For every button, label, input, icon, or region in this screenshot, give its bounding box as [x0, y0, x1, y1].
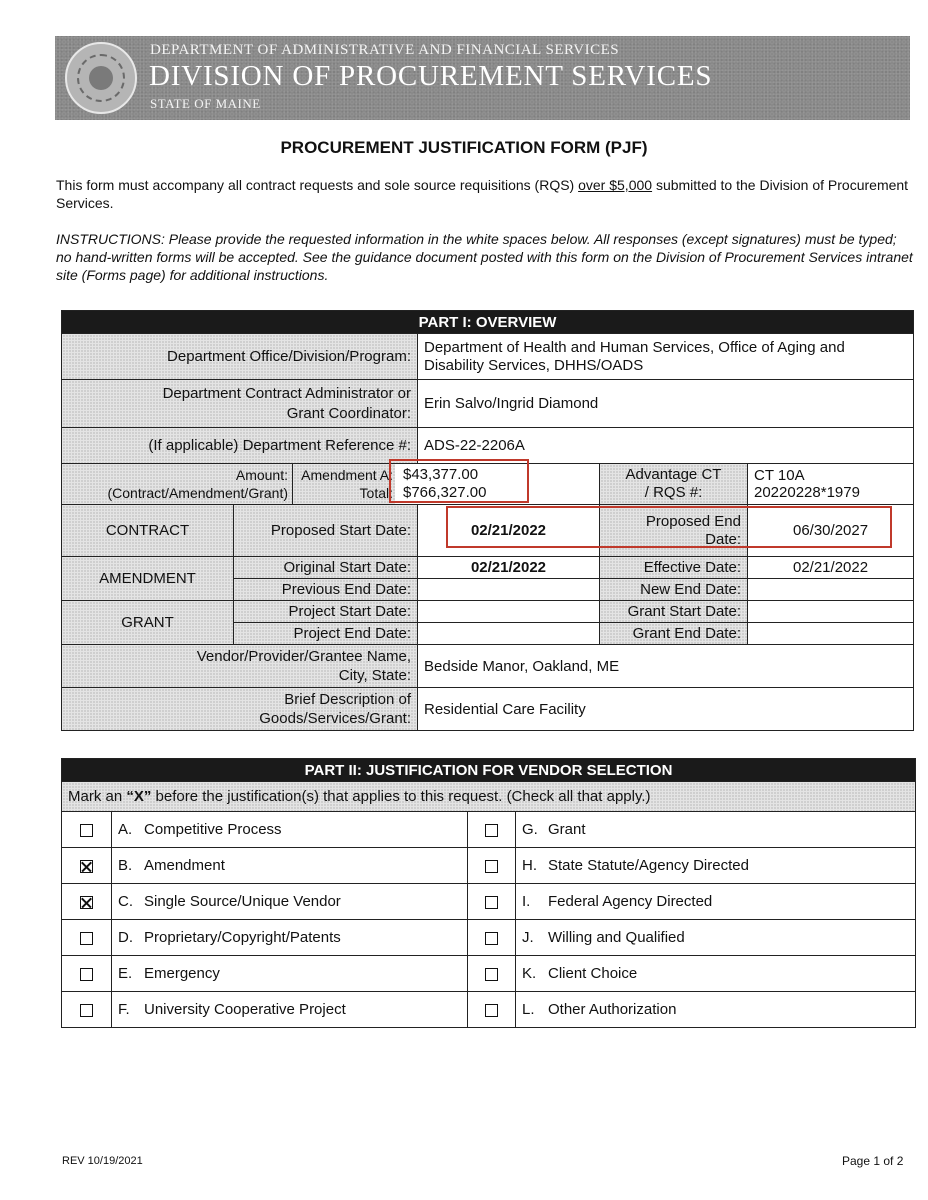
justification-row	[62, 812, 916, 848]
option-label: Amendment	[144, 857, 225, 874]
justification-checkbox-h[interactable]	[485, 860, 498, 873]
option-letter: L.	[522, 1001, 535, 1018]
page-number: Page 1 of 2	[842, 1154, 904, 1168]
threshold-amount: over $5,000	[578, 177, 653, 193]
amount-values	[395, 464, 599, 504]
vendor-label: Vendor/Provider/Grantee Name, City, State:	[62, 645, 418, 688]
option-letter: K.	[522, 965, 537, 982]
option-label: Federal Agency Directed	[548, 893, 713, 910]
justification-checkbox-l[interactable]	[485, 1004, 498, 1017]
advantage-value: CT 10A 20220228*1979	[748, 464, 914, 505]
option-label: Other Authorization	[548, 1001, 677, 1018]
justification-option	[112, 812, 468, 848]
checkbox-cell	[468, 920, 516, 956]
justification-option	[516, 956, 916, 992]
option-letter: D.	[118, 929, 133, 946]
new-end-label: New End Date:	[600, 579, 748, 601]
header-banner	[55, 36, 910, 120]
state-name: STATE OF MAINE	[150, 96, 261, 111]
justification-checkbox-f[interactable]	[80, 1004, 93, 1017]
state-seal-icon	[65, 42, 137, 114]
revision-date: REV 10/19/2021	[62, 1155, 143, 1167]
justification-checkbox-b[interactable]	[80, 860, 93, 873]
grant-section-label: GRANT	[62, 601, 234, 645]
option-label: State Statute/Agency Directed	[548, 857, 749, 874]
justification-row	[62, 956, 916, 992]
option-letter: I.	[522, 893, 531, 910]
previous-end-label: Previous End Date:	[234, 579, 418, 601]
new-end-value	[748, 579, 914, 601]
part2-header: PART II: JUSTIFICATION FOR VENDOR SELECTION	[62, 759, 916, 782]
checkbox-cell	[468, 992, 516, 1028]
admin-value: Erin Salvo/Ingrid Diamond	[418, 380, 914, 428]
option-label: Single Source/Unique Vendor	[144, 893, 341, 910]
checkbox-cell	[62, 848, 112, 884]
grant-start-label: Grant Start Date:	[600, 601, 748, 623]
justification-option	[112, 992, 468, 1028]
justification-option	[112, 848, 468, 884]
option-label: Grant	[548, 821, 586, 838]
option-label: Emergency	[144, 965, 220, 982]
amendment-section-label: AMENDMENT	[62, 557, 234, 601]
option-letter: E.	[118, 965, 133, 982]
justification-option	[516, 848, 916, 884]
instructions-text: INSTRUCTIONS: Please provide the requested information in the white spaces below. All responses (except signatures) must be typed; no hand-written forms will be accepted. See the guidance document posted with this form on the Division of Procurement Services intranet site (Forms page) for additional instructions.	[56, 231, 913, 283]
proposed-start-label: Proposed Start Date:	[234, 505, 418, 557]
project-start-label: Project Start Date:	[234, 601, 418, 623]
amount-cell	[62, 464, 600, 505]
justification-option	[112, 920, 468, 956]
mark-instruction: Mark an “X” before the justification(s) that applies to this request. (Check all that apply.)	[62, 782, 916, 812]
proposed-end-value: 06/30/2027	[748, 505, 914, 557]
project-end-value	[418, 623, 600, 645]
project-start-value	[418, 601, 600, 623]
vendor-value: Bedside Manor, Oakland, ME	[418, 645, 914, 688]
option-letter: H.	[522, 857, 537, 874]
justification-option	[516, 812, 916, 848]
contract-label: CONTRACT	[62, 505, 234, 557]
justification-row	[62, 920, 916, 956]
option-letter: J.	[522, 929, 534, 946]
checkbox-cell	[62, 812, 112, 848]
option-label: Proprietary/Copyright/Patents	[144, 929, 341, 946]
checkbox-cell	[468, 884, 516, 920]
description-label: Brief Description of Goods/Services/Grant:	[62, 688, 418, 731]
form-title: PROCUREMENT JUSTIFICATION FORM (PJF)	[280, 138, 648, 157]
justification-option	[516, 992, 916, 1028]
effective-date-value: 02/21/2022	[748, 557, 914, 579]
checkbox-cell	[62, 884, 112, 920]
option-letter: F.	[118, 1001, 130, 1018]
part1-header: PART I: OVERVIEW	[62, 311, 914, 334]
justification-checkbox-i[interactable]	[485, 896, 498, 909]
justification-option	[112, 884, 468, 920]
option-label: Competitive Process	[144, 821, 282, 838]
justification-checkbox-j[interactable]	[485, 932, 498, 945]
option-letter: G.	[522, 821, 538, 838]
grant-end-value	[748, 623, 914, 645]
justification-checkbox-a[interactable]	[80, 824, 93, 837]
option-letter: A.	[118, 821, 133, 838]
part2-justification-table	[61, 758, 916, 1028]
justification-option	[516, 920, 916, 956]
checkbox-cell	[62, 956, 112, 992]
amendment-amount: $43,377.00	[403, 466, 479, 483]
justification-checkbox-e[interactable]	[80, 968, 93, 981]
project-end-label: Project End Date:	[234, 623, 418, 645]
effective-date-label: Effective Date:	[600, 557, 748, 579]
grant-start-value	[748, 601, 914, 623]
advantage-label: Advantage CT / RQS #:	[600, 464, 748, 505]
part1-overview-table	[61, 310, 914, 731]
proposed-end-label: Proposed End Date:	[600, 505, 748, 557]
reference-label: (If applicable) Department Reference #:	[62, 428, 418, 464]
justification-option	[112, 956, 468, 992]
admin-label: Department Contract Administrator or Grant Coordinator:	[62, 380, 418, 428]
checkbox-cell	[468, 812, 516, 848]
original-start-value: 02/21/2022	[418, 557, 600, 579]
original-start-label: Original Start Date:	[234, 557, 418, 579]
justification-checkbox-g[interactable]	[485, 824, 498, 837]
division-name: DIVISION OF PROCUREMENT SERVICES	[149, 60, 713, 92]
justification-option	[516, 884, 916, 920]
option-label: Client Choice	[548, 965, 638, 982]
justification-checkbox-d[interactable]	[80, 932, 93, 945]
dept-value: Department of Health and Human Services, Office of Aging and Disability Services, DHHS/OADS	[418, 334, 914, 380]
total-amount: $766,327.00	[403, 484, 487, 501]
amendment-total-labels: Amendment A: Total:	[301, 467, 393, 501]
dept-label: Department Office/Division/Program:	[62, 334, 418, 380]
justification-checkbox-c[interactable]	[80, 896, 93, 909]
description-value: Residential Care Facility	[418, 688, 914, 731]
option-label: University Cooperative Project	[144, 1001, 346, 1018]
justification-row	[62, 848, 916, 884]
justification-row	[62, 992, 916, 1028]
amount-label: Amount: (Contract/Amendment/Grant)	[62, 464, 293, 504]
option-label: Willing and Qualified	[548, 929, 685, 946]
grant-end-label: Grant End Date:	[600, 623, 748, 645]
proposed-start-value: 02/21/2022	[418, 505, 600, 557]
justification-checkbox-k[interactable]	[485, 968, 498, 981]
checkbox-cell	[62, 992, 112, 1028]
checkbox-cell	[468, 956, 516, 992]
reference-value: ADS-22-2206A	[418, 428, 914, 464]
checkbox-cell	[468, 848, 516, 884]
justification-row	[62, 884, 916, 920]
checkbox-cell	[62, 920, 112, 956]
intro-text: This form must accompany all contract requests and sole source requisitions (RQS) over $5,000 submitted to the Division of Procurement Services.	[56, 177, 909, 211]
option-letter: B.	[118, 857, 133, 874]
department-name: DEPARTMENT OF ADMINISTRATIVE AND FINANCIAL SERVICES	[150, 42, 620, 58]
previous-end-value	[418, 579, 600, 601]
option-letter: C.	[118, 893, 133, 910]
